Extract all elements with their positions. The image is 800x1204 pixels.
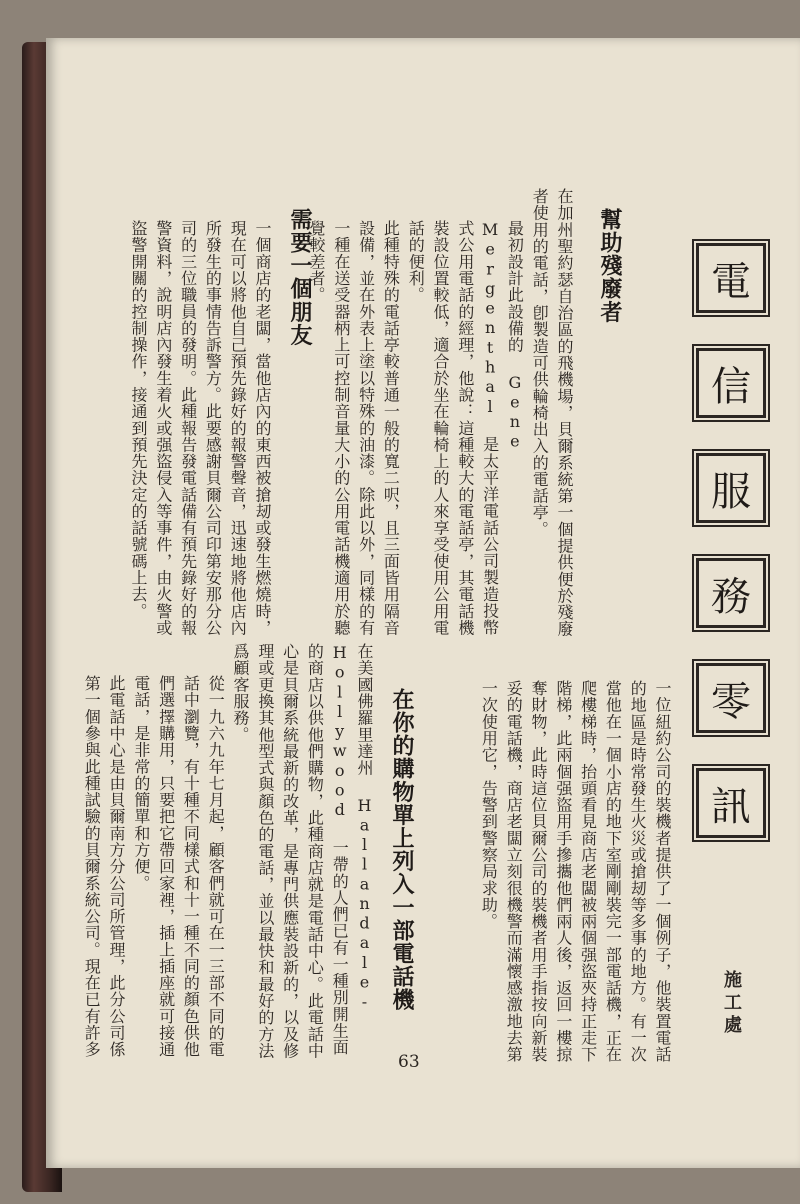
section1-para-3: 此種特殊的電話亭較普通一般的寬二呎，且三面皆用隔音設備，並在外表上塗以特殊的油漆。除此以外，同樣的有一種在送受器柄上可控制音量大小的公用電話機適用於聽覺較差者。 [307, 220, 401, 636]
title-char-3: 服 [696, 453, 766, 523]
title-char-4: 務 [696, 558, 766, 628]
section1-body [307, 188, 576, 643]
section2-body [108, 188, 274, 643]
section1-para-1: 在加州聖約瑟自治區的飛機場，貝爾系統第一個提供便於殘廢者使用的電話，卽製造可供輪椅出入的電話亭。 [530, 188, 574, 638]
title-char-1: 電 [696, 243, 766, 313]
section2-heading: 需要一個朋友 [287, 208, 312, 347]
section4-body [82, 643, 376, 1068]
department-label: 施工處 [721, 970, 742, 1038]
section2-para-1: 一個商店的老闆，當他店內的東西被搶刼或發生燃燒時，現在可以將他自己預先錄好的報警聲音，迅速地將他店內所發生的事情告訴警方。此要感謝貝爾公司印第安那分公司的三位職員的發明。此種報告發電話備有預先錄好的報警資料，說明店內發生着火或强盜侵入等事件，由火警或盜警開關的控制操作，接通到預先決定的話號碼上去。 [129, 220, 272, 636]
page-number: 63 [398, 1052, 420, 1072]
section1-heading: 幫助殘廢者 [597, 208, 622, 324]
page [46, 38, 800, 1168]
section4-heading: 在你的購物單上列入一部電話機 [389, 688, 414, 1012]
section4-para-3: 此電話中心是由貝爾南方分公司所管理，此分公司係第一個參與此種試驗的貝爾系統公司。現在已有許多 [82, 675, 127, 1058]
title-char-6: 訊 [696, 768, 766, 838]
title-char-5: 零 [696, 663, 766, 733]
title-char-2: 信 [696, 348, 766, 418]
section4-para-1: 在美國佛羅里達州 Hallandale-Hollywood 一帶的人們已有一種別開生面的商店以供他們購物，此種商店就是電話中心。此電話中心是貝爾系統最新的改革，是專門供應裝設新的，以及修理或更換其他型式與顏色的電話，並以最快和最好的方法爲顧客服務。 [231, 643, 374, 1059]
section4-para-2: 從一九六九年七月起，顧客們就可在一三部不同的電話中瀏覽，有十種不同樣式和十一種不同的顏色供他們選擇購用，只要把它帶回家裡，插上插座就可接通電話，是非常的簡單和方便。 [131, 675, 226, 1058]
section1-para-2: 最初設計此設備的 Gene Mergenthal 是太平洋電話公司製造投幣式公用電話的經理，他說：這種較大的電話亭，其電話機裝設位置較低，適合於坐在輪椅上的人來享受使用公用電話的便利。 [406, 220, 525, 636]
section3-body [434, 648, 674, 1068]
section3-para-1: 一位紐約公司的裝機者提供了一個例子，他裝置電話的地區是時常發生火災或搶刼等多事的地方。有一次當他在一個小店的地下室剛剛裝完一部電話機，正在爬樓梯時，抬頭看見商店老闆被兩個强盜夾持正走下階梯，此兩個强盜用手摻攜他們兩人後，返回一樓掠奪財物，此時這位貝爾公司的裝機者用手指按向新裝妥的電話機，商店老闆立刻很機警而滿懷感激地去第一次使用它，告警到警察局求助。 [479, 680, 672, 1063]
